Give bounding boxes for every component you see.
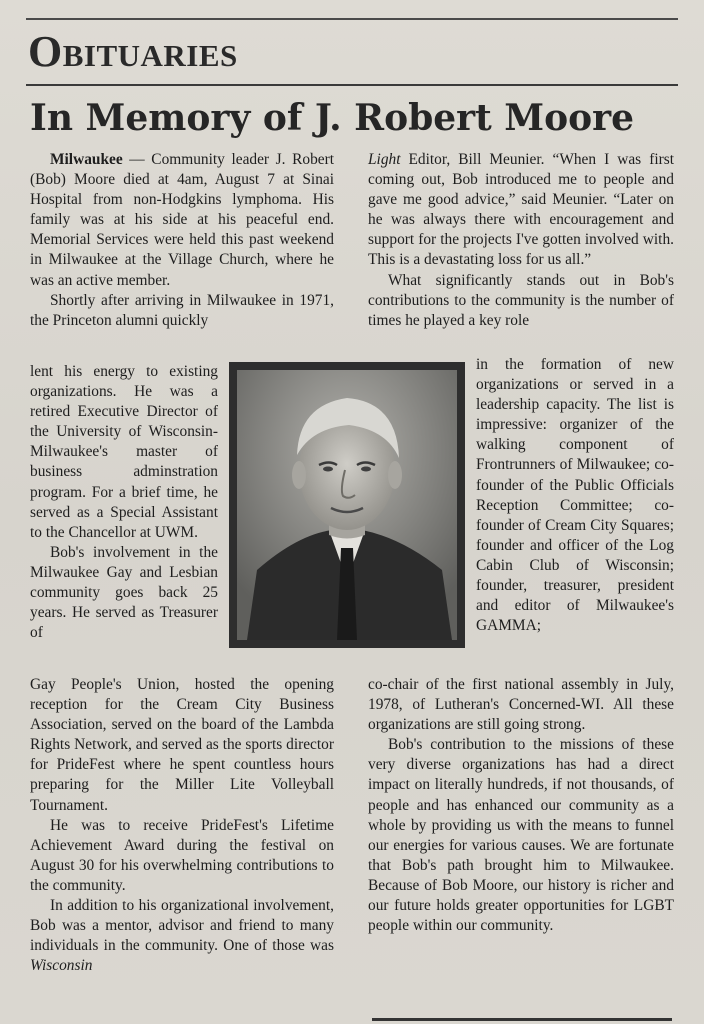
- portrait-photo: [237, 370, 457, 640]
- paragraph-involvement: Bob's involvement in the Milwaukee Gay and Lesbian community goes back 25 years. He served as Treasurer of: [30, 543, 218, 642]
- paragraph-mentor: [30, 896, 334, 976]
- paragraph-gpu: Gay People's Union, hosted the opening reception for the Cream City Business Association, served on the board of the Lambda Rights Network, and served as the sports director for PrideFest where he spent countless hours preparing for the Miller Lite Volleyball Tournament.: [30, 676, 334, 814]
- publication-name-part2: Light: [368, 151, 401, 168]
- paragraph-meunier: [368, 150, 674, 271]
- section-title: Obituaries: [28, 27, 238, 76]
- portrait-frame: [229, 362, 465, 648]
- bottom-rule: [372, 1018, 672, 1021]
- right-column-top: [368, 150, 674, 331]
- dateline: Milwaukee: [50, 151, 123, 168]
- article-headline: In Memory of J. Robert Moore: [30, 97, 635, 139]
- paragraph-career: lent his energy to existing organizations. He was a retired Executive Director of the University of Wisconsin-Milwaukee's master of business adminstration program. For a brief time, he served as a Special Assistant to the Chancellor at UWM.: [30, 363, 218, 541]
- right-wrap-column: [476, 355, 674, 636]
- paragraph-organizations: in the formation of new organizations or served in a leadership capacity. The list is impressive: organizer of the walking component of Frontrunners of Milwaukee; co-founder of the Public Officials Reception Committee; co-founder of Cream City Squares; founder and officer of the Log Cabin Club of Wisconsin; founder, treasurer, president and editor of Milwaukee's GAMMA;: [476, 356, 674, 635]
- left-column-bottom: [30, 675, 334, 976]
- left-wrap-column: [30, 362, 218, 643]
- right-column-bottom: [368, 675, 674, 936]
- mentor-text: In addition to his organizational involvement, Bob was a mentor, advisor and friend to many individuals in the community. One of those was: [30, 897, 334, 955]
- paragraph-award: He was to receive PrideFest's Lifetime Achievement Award during the festival on August 30 for his overwhelming contributions to the community.: [30, 816, 334, 894]
- left-column-top: [30, 150, 334, 331]
- lead-text: — Community leader J. Robert (Bob) Moore died at 4am, August 7 at Sinai Hospital from non-Hodgkins lymphoma. His family was at his side at his peaceful end. Memorial Services were held this past weekend in Milwaukee at the Village Church, where he was an active member.: [30, 151, 334, 289]
- paragraph-contributions: What significantly stands out in Bob's contributions to the community is the number of times he played a key role: [368, 271, 674, 329]
- paragraph-cochair: co-chair of the first national assembly in July, 1978, of Lutheran's Concerned-WI. All these organizations are still going strong.: [368, 676, 674, 734]
- paragraph-impact: Bob's contribution to the missions of these very diverse organizations has had a direct impact on literally hundreds, if not thousands, of people and has enhanced our community as a whole by providing us with the means to funnel our energies for various causes. We are fortunate that Bob's path brought him to Milwaukee. Because of Bob Moore, our history is richer and our future holds greater opportunities for LGBT people within our community.: [368, 736, 674, 935]
- portrait-icon: [237, 370, 457, 640]
- paragraph-lead: [30, 150, 334, 291]
- publication-name-part1: Wisconsin: [30, 957, 93, 975]
- top-rule: [26, 18, 678, 20]
- paragraph-arrival: Shortly after arriving in Milwaukee in 1971, the Princeton alumni quickly: [30, 291, 334, 329]
- meunier-text: Editor, Bill Meunier. “When I was first coming out, Bob introduced me to people and gave me good advice,” said Meunier. “Later on he was always there with encouragement and support for the projects I've gotten involved with. This is a devastating loss for us all.”: [368, 151, 674, 269]
- section-rule: [26, 84, 678, 86]
